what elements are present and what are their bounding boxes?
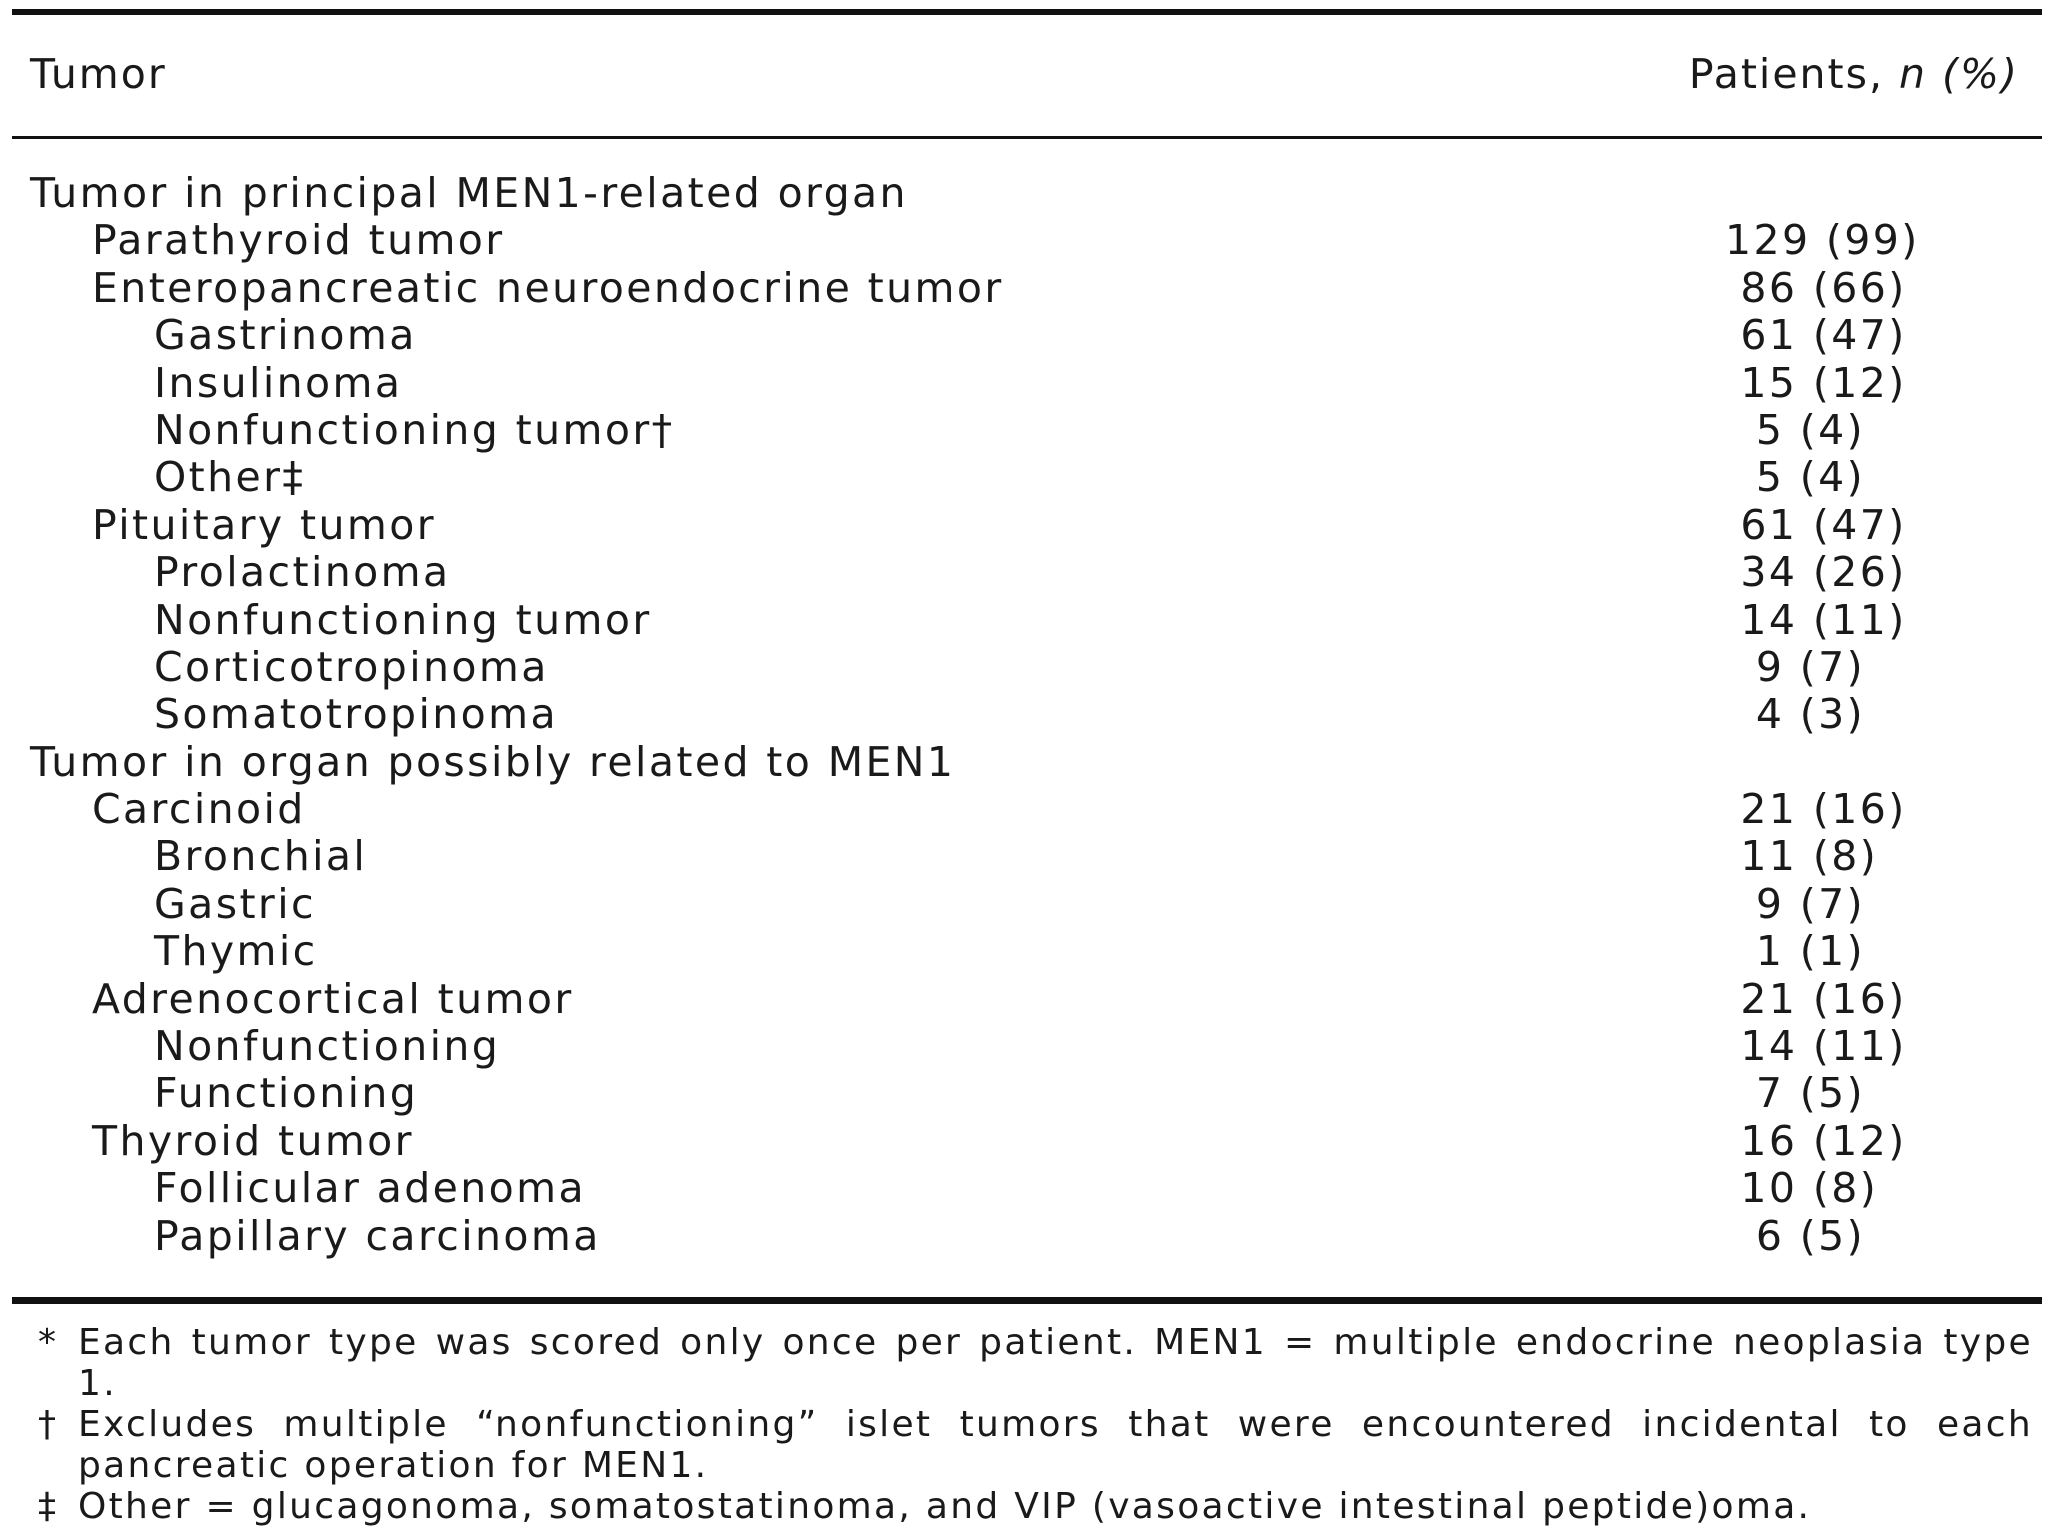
table-header [0, 50, 2048, 110]
row-value: 86 (66) [1725, 263, 1907, 312]
row-label: Pituitary tumor [92, 500, 436, 549]
row-label: Thyroid tumor [92, 1116, 414, 1165]
row-value: 129 (99) [1725, 216, 1920, 265]
row-value: 34 (26) [1725, 548, 1907, 597]
table-row [0, 644, 2048, 691]
table-row [0, 833, 2048, 880]
row-label: Nonfunctioning tumor† [154, 405, 675, 454]
table-row [0, 454, 2048, 501]
row-value: 11 (8) [1725, 832, 1879, 881]
table-row [0, 217, 2048, 264]
table-row [0, 976, 2048, 1023]
row-value: 9 (7) [1725, 879, 1866, 928]
table-row [0, 1165, 2048, 1212]
table-row [0, 549, 2048, 596]
header-patients [1689, 50, 2019, 98]
footnote-text: Other = glucagonoma, somatostatinoma, and VIP (vasoactive intestinal peptide)oma. [78, 1486, 1812, 1527]
header-rule [12, 136, 2042, 139]
header-patients-unit: n (%) [1899, 50, 2019, 98]
row-value: 21 (16) [1725, 785, 1907, 834]
row-label: Adrenocortical tumor [92, 974, 574, 1023]
table-row [0, 928, 2048, 975]
footnote-mark: † [38, 1404, 59, 1445]
row-value: 4 (3) [1725, 690, 1866, 739]
row-label: Thymic [154, 927, 318, 976]
footnote [38, 1322, 2033, 1404]
row-label: Corticotropinoma [154, 642, 549, 691]
row-value: 61 (47) [1725, 500, 1907, 549]
row-value: 5 (4) [1725, 453, 1866, 502]
table-row [0, 312, 2048, 359]
table-row [0, 1213, 2048, 1260]
row-value: 14 (11) [1725, 595, 1907, 644]
row-value: 9 (7) [1725, 642, 1866, 691]
footnote-mark: ‡ [38, 1486, 59, 1527]
table-row [0, 881, 2048, 928]
table-bottom-rule [12, 1297, 2042, 1304]
row-label: Insulinoma [154, 358, 403, 407]
table-row [0, 1070, 2048, 1117]
table-row [0, 502, 2048, 549]
row-value: 7 (5) [1725, 1069, 1866, 1118]
footnote-text: Each tumor type was scored only once per patient. MEN1 = multiple endocrine neoplasia type 1. [78, 1322, 2033, 1404]
footnote-mark: * [38, 1322, 59, 1363]
row-label: Gastric [154, 879, 316, 928]
table-section-row [0, 170, 2048, 217]
row-label: Prolactinoma [154, 548, 451, 597]
row-label: Enteropancreatic neuroendocrine tumor [92, 263, 1004, 312]
table-row [0, 597, 2048, 644]
row-label: Tumor in principal MEN1-related organ [30, 169, 908, 217]
table-row [0, 1118, 2048, 1165]
row-label: Somatotropinoma [154, 690, 558, 739]
footnote [38, 1486, 2033, 1527]
table-body [0, 170, 2048, 1260]
row-label: Gastrinoma [154, 311, 417, 360]
table-row [0, 691, 2048, 738]
row-label: Nonfunctioning tumor [154, 595, 652, 644]
header-patients-label: Patients, [1688, 50, 1900, 98]
row-label: Carcinoid [92, 785, 306, 834]
header-tumor: Tumor [30, 50, 167, 98]
table-row [0, 1023, 2048, 1070]
footnote-text: Excludes multiple “nonfunctioning” islet tumors that were encountered incidental to each pancreatic operation for MEN1. [78, 1404, 2033, 1486]
row-label: Functioning [154, 1069, 419, 1118]
row-value: 14 (11) [1725, 1022, 1907, 1071]
row-value: 61 (47) [1725, 311, 1907, 360]
row-label: Papillary carcinoma [154, 1211, 601, 1260]
row-value: 6 (5) [1725, 1211, 1866, 1260]
row-value: 5 (4) [1725, 405, 1866, 454]
table-section-row [0, 739, 2048, 786]
row-label: Tumor in organ possibly related to MEN1 [30, 737, 956, 786]
row-label: Follicular adenoma [154, 1164, 587, 1213]
row-label: Nonfunctioning [154, 1022, 501, 1071]
table-row [0, 407, 2048, 454]
table-row [0, 786, 2048, 833]
table-top-rule [12, 9, 2042, 15]
row-label: Bronchial [154, 832, 368, 881]
row-value: 1 (1) [1725, 927, 1866, 976]
row-label: Parathyroid tumor [92, 216, 505, 265]
row-label: Other‡ [154, 453, 306, 502]
row-value: 16 (12) [1725, 1116, 1907, 1165]
footnote [38, 1404, 2033, 1486]
row-value: 21 (16) [1725, 974, 1907, 1023]
row-value: 10 (8) [1725, 1164, 1879, 1213]
row-value: 15 (12) [1725, 358, 1907, 407]
footnotes [38, 1322, 2033, 1527]
table-row [0, 265, 2048, 312]
table-row [0, 360, 2048, 407]
